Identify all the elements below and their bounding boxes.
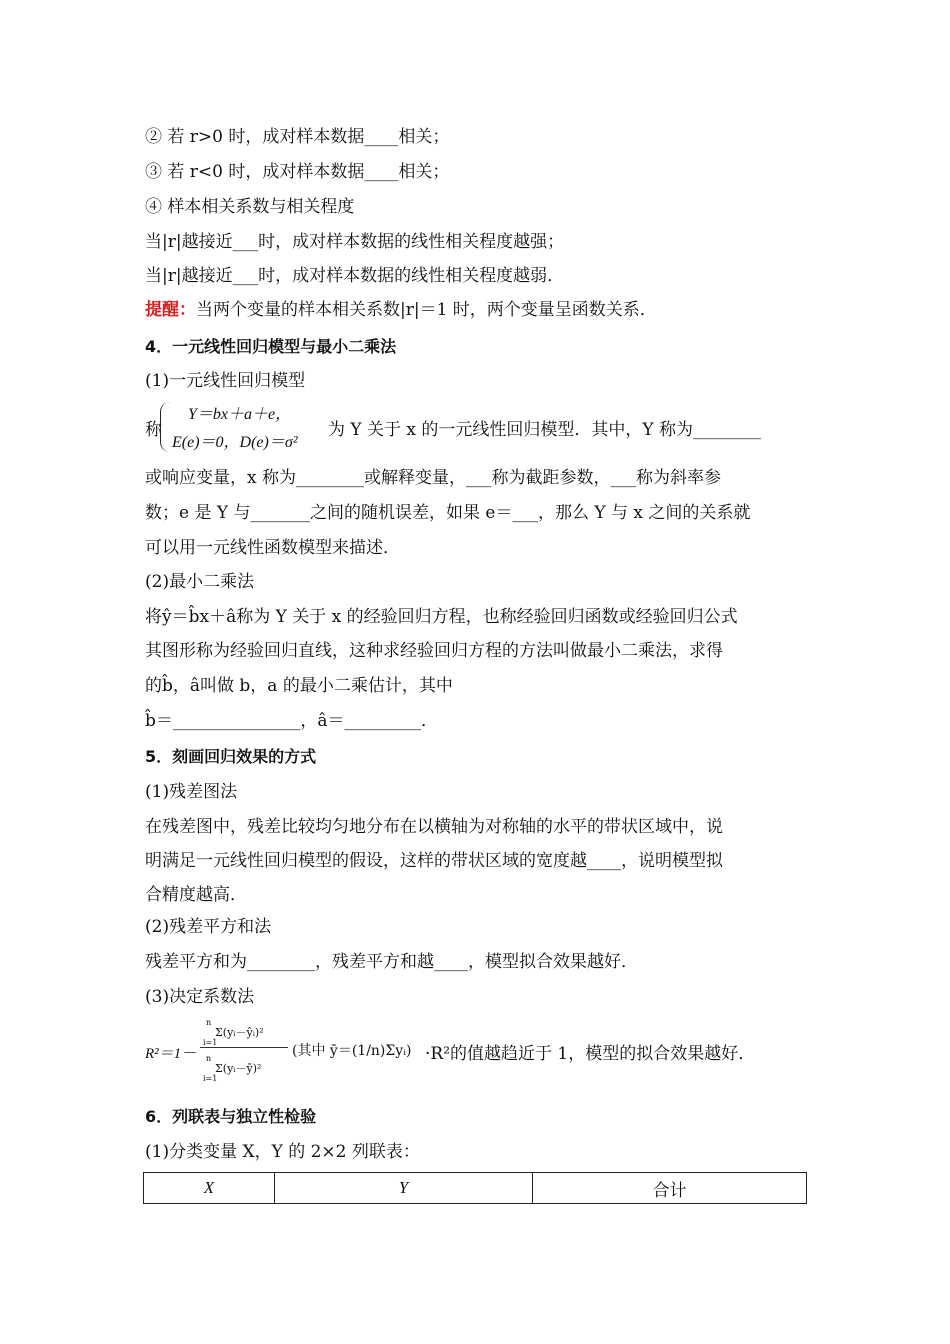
table-header-cell: 合计 bbox=[533, 1173, 807, 1204]
text-line: 当|r|越接近___时，成对样本数据的线性相关程度越弱． bbox=[145, 266, 565, 286]
subheading: (2)残差平方和法 bbox=[145, 917, 272, 937]
text-line: 将ŷ＝b̂x＋â称为 Y 关于 x 的经验回归方程，也称经验回归函数或经验回归公式 bbox=[145, 607, 738, 627]
text-line: 可以用一元线性函数模型来描述． bbox=[145, 538, 400, 558]
text-line: b̂＝_______________，â＝_________． bbox=[145, 711, 439, 731]
model-prefix: 称 bbox=[145, 420, 162, 440]
text-line: 或响应变量，x 称为________或解释变量，___称为截距参数，___称为斜率参 bbox=[145, 468, 721, 488]
fraction-bar bbox=[200, 1047, 288, 1048]
formula-r2: R²＝1－ bbox=[145, 1046, 197, 1062]
subheading: (1)一元线性回归模型 bbox=[145, 371, 306, 391]
formula-numerator: Σ(yᵢ－ŷᵢ)² bbox=[215, 1026, 264, 1039]
subheading: (1)分类变量 X，Y 的 2×2 列联表： bbox=[145, 1142, 420, 1162]
sum-upper: n bbox=[206, 1054, 212, 1063]
left-brace bbox=[160, 402, 171, 452]
model-equation-2: E(e)＝0，D(e)＝σ² bbox=[172, 434, 298, 451]
section-heading-4: 4．一元线性回归模型与最小二乘法 bbox=[145, 337, 397, 356]
text-line: 其图形称为经验回归直线，这种求经验回归方程的方法叫做最小二乘法，求得 bbox=[145, 641, 723, 661]
tip-text: 当两个变量的样本相关系数|r|＝1 时，两个变量呈函数关系． bbox=[196, 300, 657, 320]
table-row bbox=[144, 1173, 807, 1204]
formula-denominator: Σ(yᵢ－ȳ)² bbox=[215, 1062, 262, 1075]
text-line: 数；e 是 Y 与_______之间的随机误差，如果 e＝___，那么 Y 与 x 之间的关系就 bbox=[145, 503, 751, 523]
text-line: 合精度越高． bbox=[145, 885, 247, 905]
text-line: 当|r|越接近___时，成对样本数据的线性相关程度越强； bbox=[145, 232, 565, 252]
table-header-cell: X bbox=[144, 1173, 275, 1204]
text-line: ② 若 r>0 时，成对样本数据____相关； bbox=[145, 127, 450, 147]
table-header-cell: Y bbox=[275, 1173, 533, 1204]
text-line: ④ 样本相关系数与相关程度 bbox=[145, 197, 355, 217]
contingency-table bbox=[143, 1172, 807, 1204]
sum-upper: n bbox=[206, 1018, 212, 1027]
text-line: 明满足一元线性回归模型的假设，这样的带状区域的宽度越____，说明模型拟 bbox=[145, 851, 723, 871]
sum-lower: i=1 bbox=[203, 1038, 218, 1047]
text-line: ③ 若 r<0 时，成对样本数据____相关； bbox=[145, 162, 450, 182]
section-heading-5: 5．刻画回归效果的方式 bbox=[145, 747, 317, 766]
subheading: (1)残差图法 bbox=[145, 782, 238, 802]
subheading: (3)决定系数法 bbox=[145, 987, 255, 1007]
text-line: 在残差图中，残差比较均匀地分布在以横轴为对称轴的水平的带状区域中，说 bbox=[145, 817, 723, 837]
formula-where: (其中 ȳ＝(1/n)Σyᵢ) bbox=[292, 1043, 412, 1059]
tip-label: 提醒： bbox=[145, 300, 196, 320]
section-heading-6: 6．列联表与独立性检验 bbox=[145, 1107, 317, 1126]
model-equation-1: Y＝bx＋a＋e， bbox=[188, 406, 292, 423]
text-line: 为 Y 关于 x 的一元线性回归模型．其中，Y 称为________ bbox=[328, 420, 762, 440]
text-line: ·R²的值越趋近于 1，模型的拟合效果越好． bbox=[425, 1044, 756, 1064]
text-line: 的b̂，â叫做 b，a 的最小二乘估计，其中 bbox=[145, 676, 453, 696]
sum-lower: i=1 bbox=[203, 1074, 218, 1083]
text-line: 残差平方和为________，残差平方和越____，模型拟合效果越好． bbox=[145, 952, 638, 972]
tip-line bbox=[145, 299, 657, 321]
subheading: (2)最小二乘法 bbox=[145, 572, 255, 592]
